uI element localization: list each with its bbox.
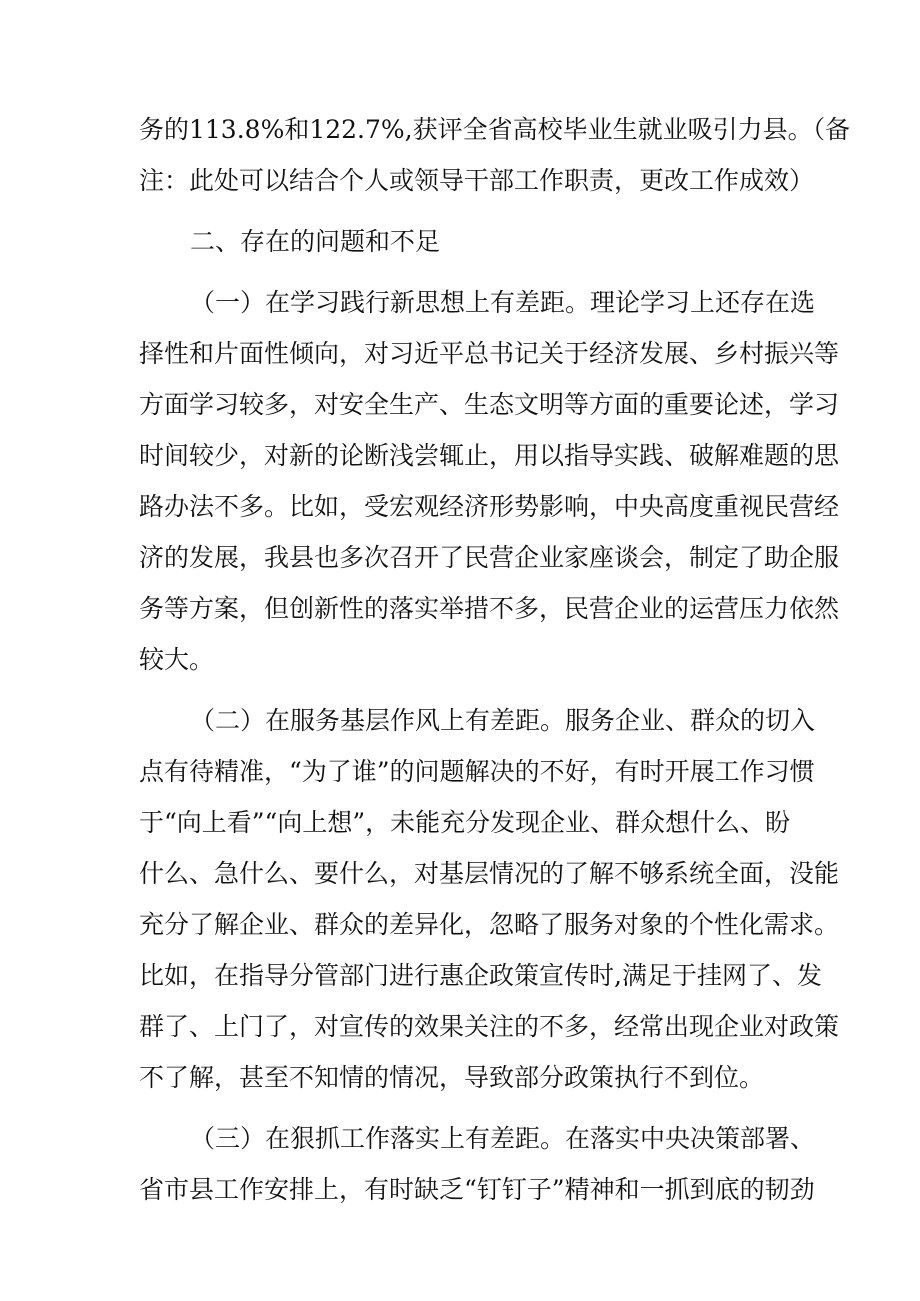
text-line: 于“向上看”“向上想”，未能充分发现企业、群众想什么、盼 [139,808,791,837]
text-line: 务等方案，但创新性的落实举措不多，民营企业的运营压力依然 [139,594,840,623]
text-line: 较大。 [139,645,215,674]
text-line: 济的发展，我县也多次召开了民营企业家座谈会，制定了助企服 [139,543,840,572]
section-heading: 二、存在的问题和不足 [190,227,441,256]
text-line: 时间较少，对新的论断浅尝辄止，用以指导实践、破解难题的思 [139,441,840,470]
text-line: 不了解，甚至不知情的情况，导致部分政策执行不到位。 [139,1063,765,1092]
text-line: 务的113.8%和122.7%,获评全省高校毕业生就业吸引力县。（备 [139,115,851,144]
text-line: （一）在学习践行新思想上有差距。理论学习上还存在选 [190,288,816,317]
text-line: 择性和片面性倾向，对习近平总书记关于经济发展、乡村振兴等 [139,339,840,368]
text-line: 比如，在指导分管部门进行惠企政策宣传时,满足于挂网了、发 [139,961,822,990]
text-line: 充分了解企业、群众的差异化，忽略了服务对象的个性化需求。 [139,910,840,939]
text-line: （二）在服务基层作风上有差距。服务企业、群众的切入 [190,706,816,735]
text-line: 省市县工作安排上，有时缺乏“钉钉子”精神和一抓到底的韧劲 [139,1175,815,1204]
text-line: 点有待精准，“为了谁”的问题解决的不好，有时开展工作习惯 [139,757,815,786]
text-line: 方面学习较多，对安全生产、生态文明等方面的重要论述，学习 [139,390,840,419]
text-line: 群了、上门了，对宣传的效果关注的不多，经常出现企业对政策 [139,1012,840,1041]
text-line: 注：此处可以结合个人或领导干部工作职责，更改工作成效） [139,166,815,195]
text-line: 什么、急什么、要什么，对基层情况的了解不够系统全面，没能 [139,859,840,888]
text-line: 路办法不多。比如，受宏观经济形势影响，中央高度重视民营经 [139,492,840,521]
text-line: （三）在狠抓工作落实上有差距。在落实中央决策部署、 [190,1124,816,1153]
